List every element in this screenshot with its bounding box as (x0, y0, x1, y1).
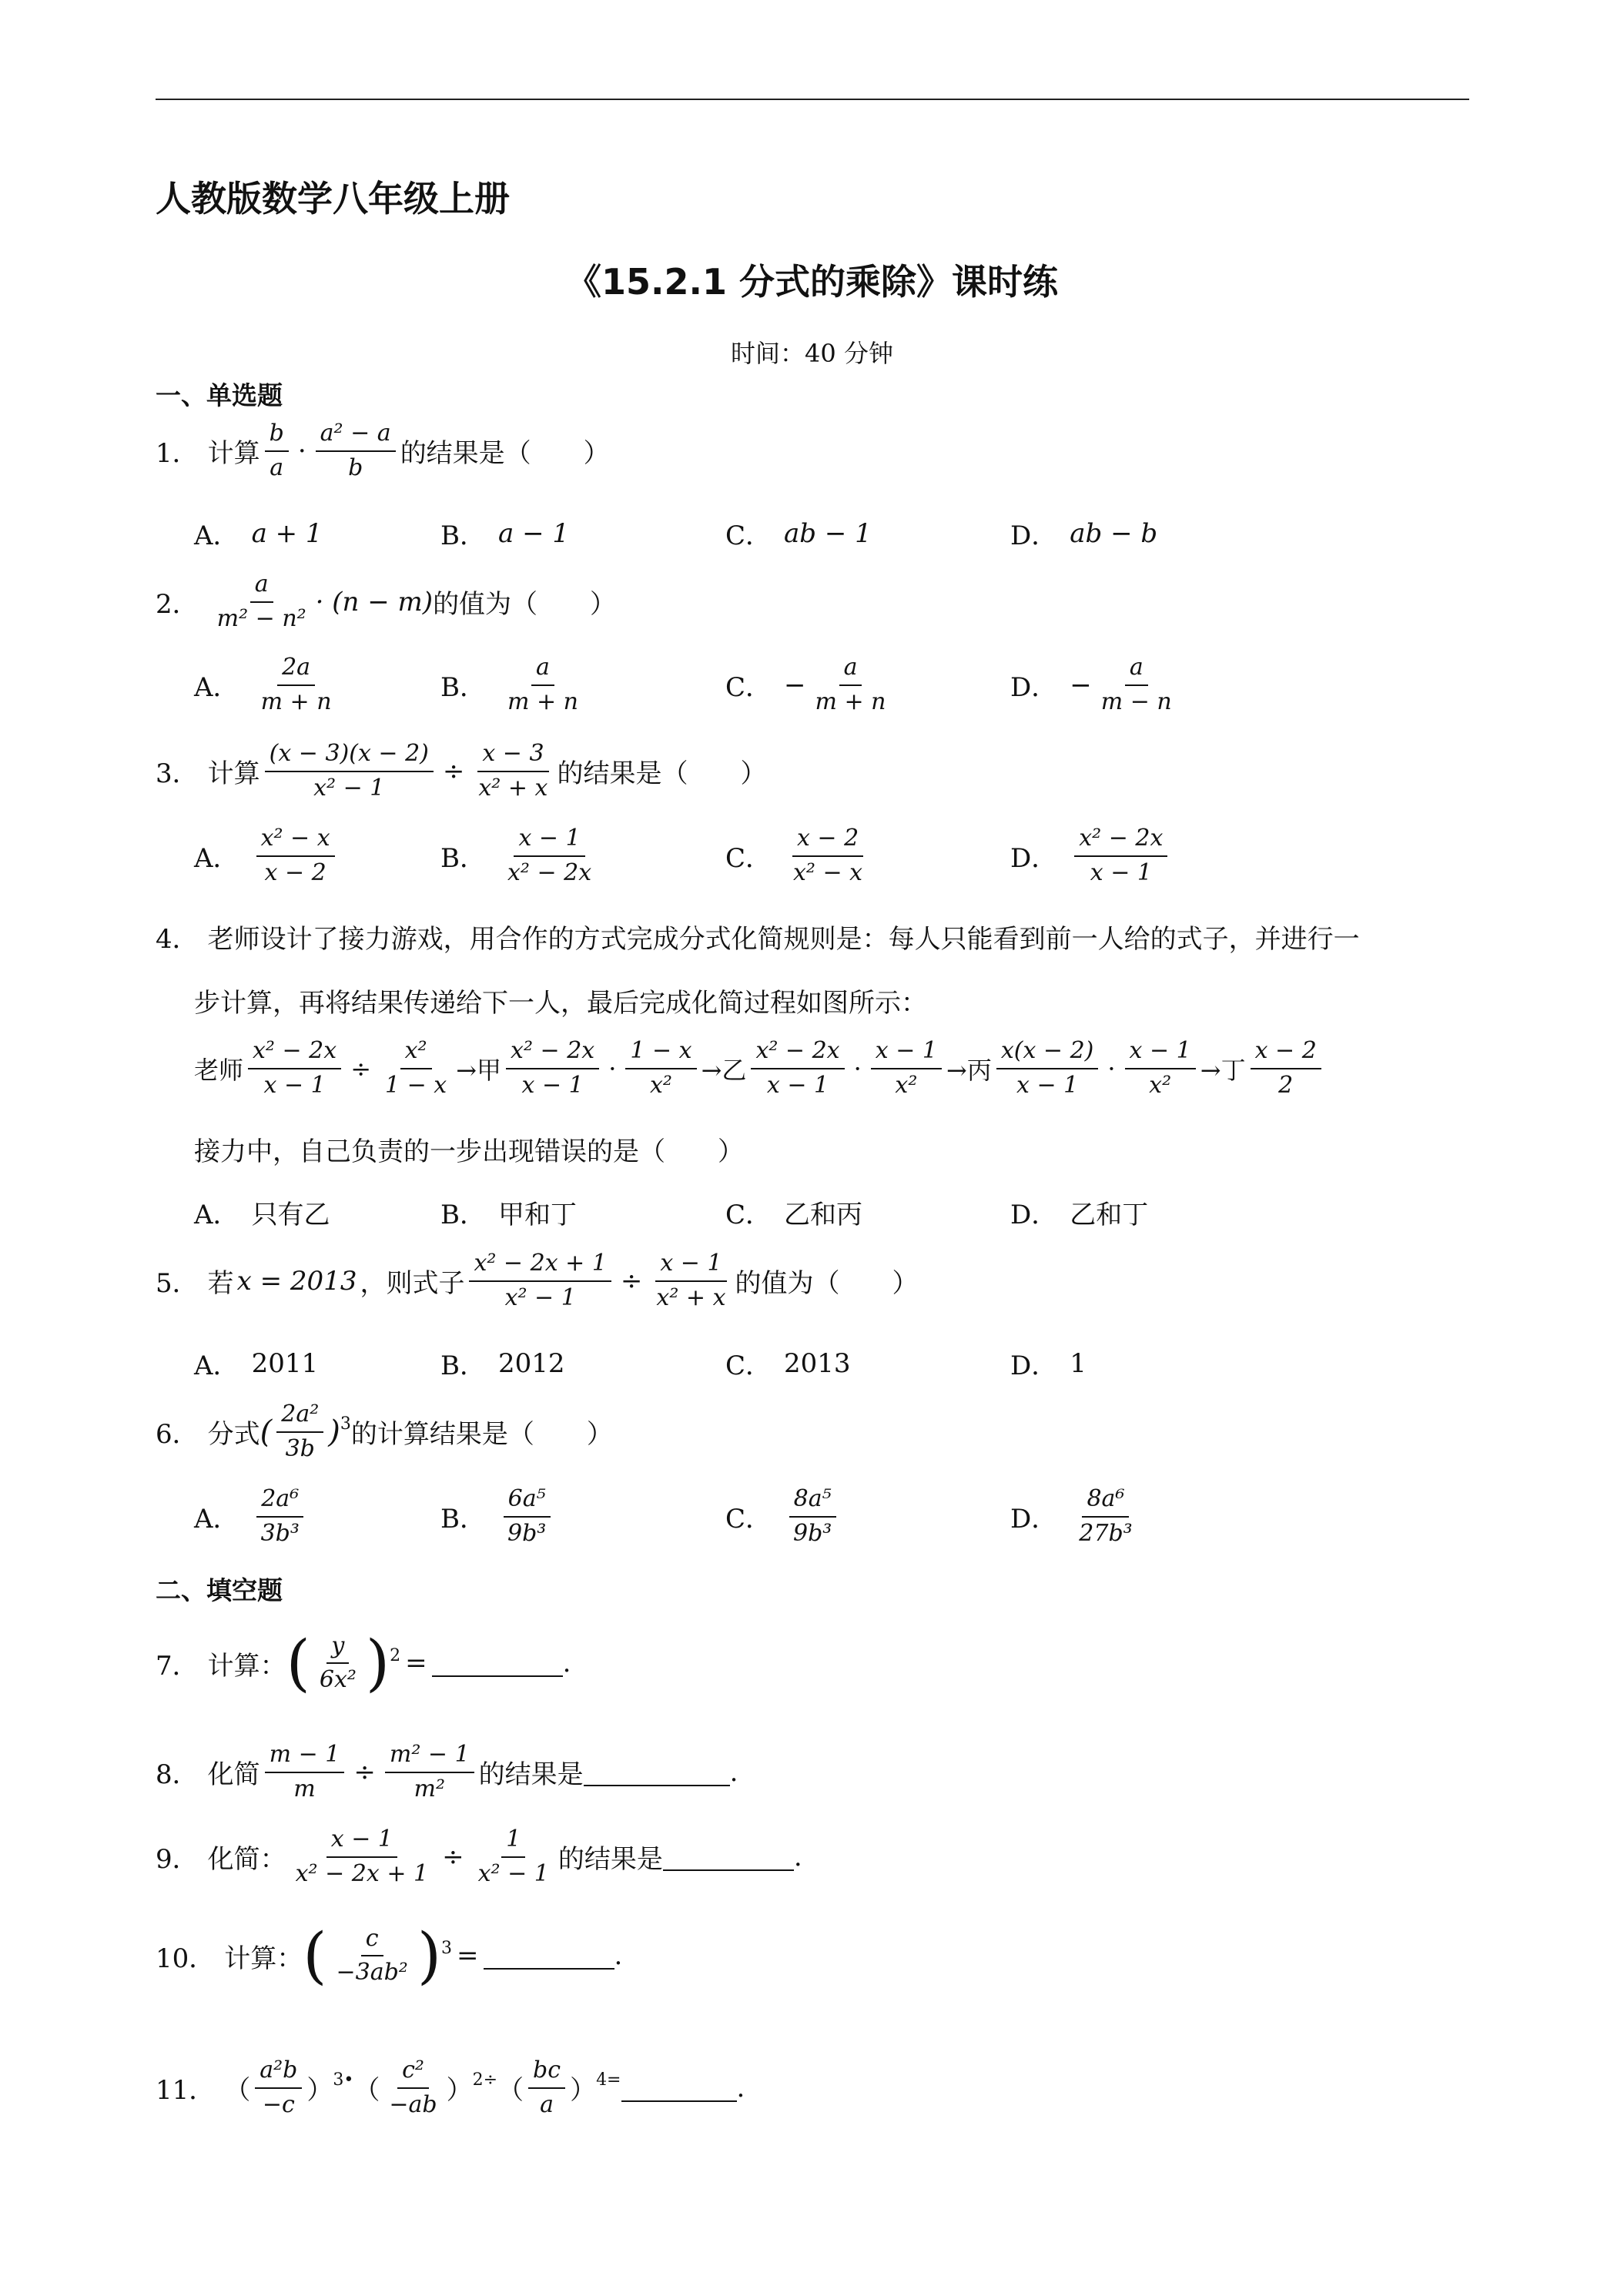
question-text: 4． 老师设计了接力游戏，用合作的方式完成分式化简规则是：每人只能看到前一人给的式子，并进行一 (156, 924, 1360, 955)
question-number: 5． (156, 1268, 199, 1299)
question-number: 1． (156, 438, 199, 469)
question-6: 6． 分式 ( $\frac{\text{2a²}}{3b}$ ) 3 的计算结果是（ ） (156, 1401, 613, 1462)
option-b[interactable]: B． $\frac{\text{6a⁵}}{\text{9b³}}$ (440, 1486, 555, 1547)
option-a[interactable]: A． $\frac{\text{2a⁶}}{\text{3b³}}$ (194, 1486, 309, 1547)
answer-blank[interactable] (621, 2074, 737, 2102)
section-single-choice: 一、单选题 (156, 380, 283, 410)
operator: · (297, 435, 306, 467)
fraction: $\frac{\text{a²b}}{-c}$ (255, 2057, 302, 2118)
question-3 (156, 741, 766, 802)
fraction: $\frac{a}{\text{m² − n²}}$ (216, 571, 306, 632)
question-4-line-2: 步计算，再将结果传递给下一人，最后完成化简过程如图所示： (194, 988, 927, 1019)
operator: ÷ (442, 755, 465, 787)
fraction: $\frac{\text{m² − 1}}{\text{m²}}$ (385, 1742, 474, 1802)
option-d[interactable]: D． − $\frac{a}{m - n}$ (1010, 654, 1172, 715)
relay-process: 老师 $\frac{\text{x² − 2x}}{x - 1}$ ÷ $\frac{\text{x²}}{1 - x}$ →甲 $\frac{\text{x² − 2x}}{x - 1}$ · $\frac{1 - x}{\text{x²}}$ →乙 $\frac{\text{x² − 2x}}{x - 1}$ · $\frac{x - 1}{\text{x²}}$ →丙 $\frac{x(x - 2)}{x - 1}$ · $\frac{x - 1}{\text{x²}}$ →丁 $\frac{x - 2}{2}$ (194, 1038, 1326, 1099)
fraction: $\frac{x - 3}{\text{x² + x}}$ (478, 740, 548, 802)
fraction: $\frac{\text{2a²}}{3b}$ (276, 1401, 323, 1462)
exponent: 3 (441, 1938, 453, 1958)
question-text: 的结果是（ ） (400, 438, 610, 469)
answer-blank[interactable] (484, 1942, 614, 1970)
jia-label: →甲 (456, 1055, 502, 1085)
option-c[interactable]: C． $\frac{x - 2}{\text{x² − x}}$ (725, 825, 863, 886)
answer-blank[interactable] (584, 1759, 730, 1786)
question-number: 3． (156, 758, 199, 789)
expression: · (n − m) (315, 586, 434, 618)
option-a[interactable]: A． a + 1 (194, 517, 323, 551)
fraction: $\frac{c}{\text{−3ab²}}$ (336, 1924, 408, 1986)
option-b[interactable]: B． a − 1 (440, 517, 570, 551)
question-text: 的结果是 (558, 1844, 663, 1875)
option-b[interactable]: B． $\frac{a}{m + n}$ (440, 654, 578, 715)
fraction: $\frac{(x - 3)(x - 2)}{\text{x² − 1}}$ (265, 741, 434, 802)
teacher-label: 老师 (194, 1055, 244, 1085)
fraction: $\frac{bc}{a}$ (528, 2057, 565, 2118)
question-1 (156, 420, 610, 481)
ding-label: →丁 (1200, 1055, 1246, 1085)
question-text: 的计算结果是（ ） (350, 1419, 613, 1450)
question-number: 9． (156, 1844, 199, 1875)
option-d[interactable]: D． 1 (1010, 1347, 1087, 1381)
question-text: 若 (207, 1268, 234, 1299)
question-text: 的值为（ ） (735, 1268, 919, 1299)
option-c[interactable]: C． ab − 1 (725, 517, 872, 551)
option-d[interactable]: D． ab − b (1010, 517, 1158, 551)
question-7: 7． 计算： ( $\frac{y}{\text{6x²}}$ ) 2 = . (156, 1627, 571, 1699)
bing-label: →丙 (946, 1055, 992, 1085)
option-a[interactable]: A． $\frac{2a}{m + n}$ (194, 654, 332, 715)
header-rule (156, 99, 1469, 100)
fraction: $\frac{\text{c²}}{-ab}$ (389, 2057, 437, 2118)
option-a[interactable]: A． $\frac{\text{x² − x}}{x - 2}$ (194, 825, 340, 886)
exponent: 3• (333, 2070, 354, 2090)
question-text: 的值为（ ） (433, 589, 617, 620)
fraction: $\frac{\text{x² − 2x + 1}}{\text{x² − 1}}$ (469, 1250, 611, 1311)
question-text: 计算： (207, 1650, 286, 1682)
question-11: 11． （ $\frac{\text{a²b}}{-c}$ ） 3• （ $\frac{\text{c²}}{-ab}$ ） 2÷ （ $\frac{bc}{a}$ ） 4= . (156, 2057, 745, 2118)
question-9: 9． 化简： $\frac{x - 1}{\text{x² − 2x + 1}}$ ÷ $\frac{1}{\text{x² − 1}}$ 的结果是 . (156, 1826, 802, 1887)
question-text: 化简： (207, 1844, 286, 1875)
section-fill-blank: 二、填空题 (156, 1575, 283, 1605)
option-d[interactable]: D． $\frac{\text{8a⁶}}{\text{27b³}}$ (1010, 1485, 1133, 1547)
condition: x = 2013 (236, 1265, 357, 1297)
answer-blank[interactable] (432, 1649, 563, 1677)
question-5 (156, 1250, 919, 1311)
page-title: 《15.2.1 分式的乘除》课时练 (566, 261, 1058, 303)
question-number: 6． (156, 1419, 199, 1450)
question-text: ，则式子 (360, 1268, 465, 1299)
question-4-line-4: 接力中，自己负责的一步出现错误的是（ ） (194, 1136, 744, 1167)
fraction: $\frac{b}{a}$ (265, 420, 289, 481)
book-title: 人教版数学八年级上册 (156, 178, 510, 219)
option-d[interactable]: D． 乙和丁 (1010, 1200, 1149, 1230)
option-c[interactable]: C． 乙和丙 (725, 1200, 863, 1230)
fraction: $\frac{1}{\text{x² − 1}}$ (477, 1826, 549, 1887)
option-b[interactable]: B． 甲和丁 (440, 1200, 577, 1230)
exponent: 4= (596, 2070, 621, 2090)
question-8: 8． 化简 $\frac{m - 1}{m}$ ÷ $\frac{\text{m² − 1}}{\text{m²}}$ 的结果是 . (156, 1741, 738, 1802)
operator: ÷ (620, 1265, 643, 1297)
fraction: $\frac{\text{a² − a}}{b}$ (316, 420, 396, 481)
question-text: 计算： (224, 1943, 303, 1974)
option-c[interactable]: C． 2013 (725, 1347, 851, 1381)
question-text: 分式 (207, 1419, 260, 1450)
question-text: 计算 (207, 758, 260, 789)
question-4 (156, 918, 1360, 956)
question-number: 2． (156, 589, 199, 620)
question-number: 10． (156, 1943, 216, 1974)
question-2 (156, 571, 616, 632)
exponent: 2 (390, 1645, 401, 1665)
answer-blank[interactable] (663, 1843, 794, 1871)
option-c[interactable]: C． $\frac{\text{8a⁵}}{\text{9b³}}$ (725, 1486, 841, 1547)
option-c[interactable]: C． − $\frac{a}{m + n}$ (725, 654, 886, 715)
question-number: 11． (156, 2075, 216, 2106)
question-number: 8． (156, 1759, 199, 1790)
option-b[interactable]: B． $\frac{x - 1}{\text{x² − 2x}}$ (440, 825, 592, 886)
question-text: 计算 (207, 438, 260, 469)
exponent: 2÷ (472, 2070, 498, 2090)
fraction: $\frac{x - 1}{\text{x² + x}}$ (656, 1250, 726, 1311)
fraction: $\frac{y}{\text{6x²}}$ (319, 1632, 357, 1693)
option-d[interactable]: D． $\frac{\text{x² − 2x}}{x - 1}$ (1010, 825, 1172, 886)
time-limit: 时间：40 分钟 (731, 339, 893, 368)
question-text: 的结果是 (478, 1759, 584, 1790)
question-number: 7． (156, 1650, 199, 1682)
yi-label: →乙 (701, 1055, 747, 1085)
question-text: 化简 (207, 1759, 260, 1790)
fraction: $\frac{m - 1}{m}$ (265, 1742, 345, 1802)
question-10: 10． 计算： ( $\frac{c}{\text{−3ab²}}$ ) 3 = . (156, 1919, 623, 1991)
option-b[interactable]: B． 2012 (440, 1347, 565, 1381)
question-text: 的结果是（ ） (557, 758, 767, 789)
option-a[interactable]: A． 2011 (194, 1347, 319, 1381)
exponent: 3 (340, 1414, 351, 1434)
fraction: $\frac{x - 1}{\text{x² − 2x + 1}}$ (295, 1826, 429, 1887)
option-a[interactable]: A． 只有乙 (194, 1200, 330, 1230)
